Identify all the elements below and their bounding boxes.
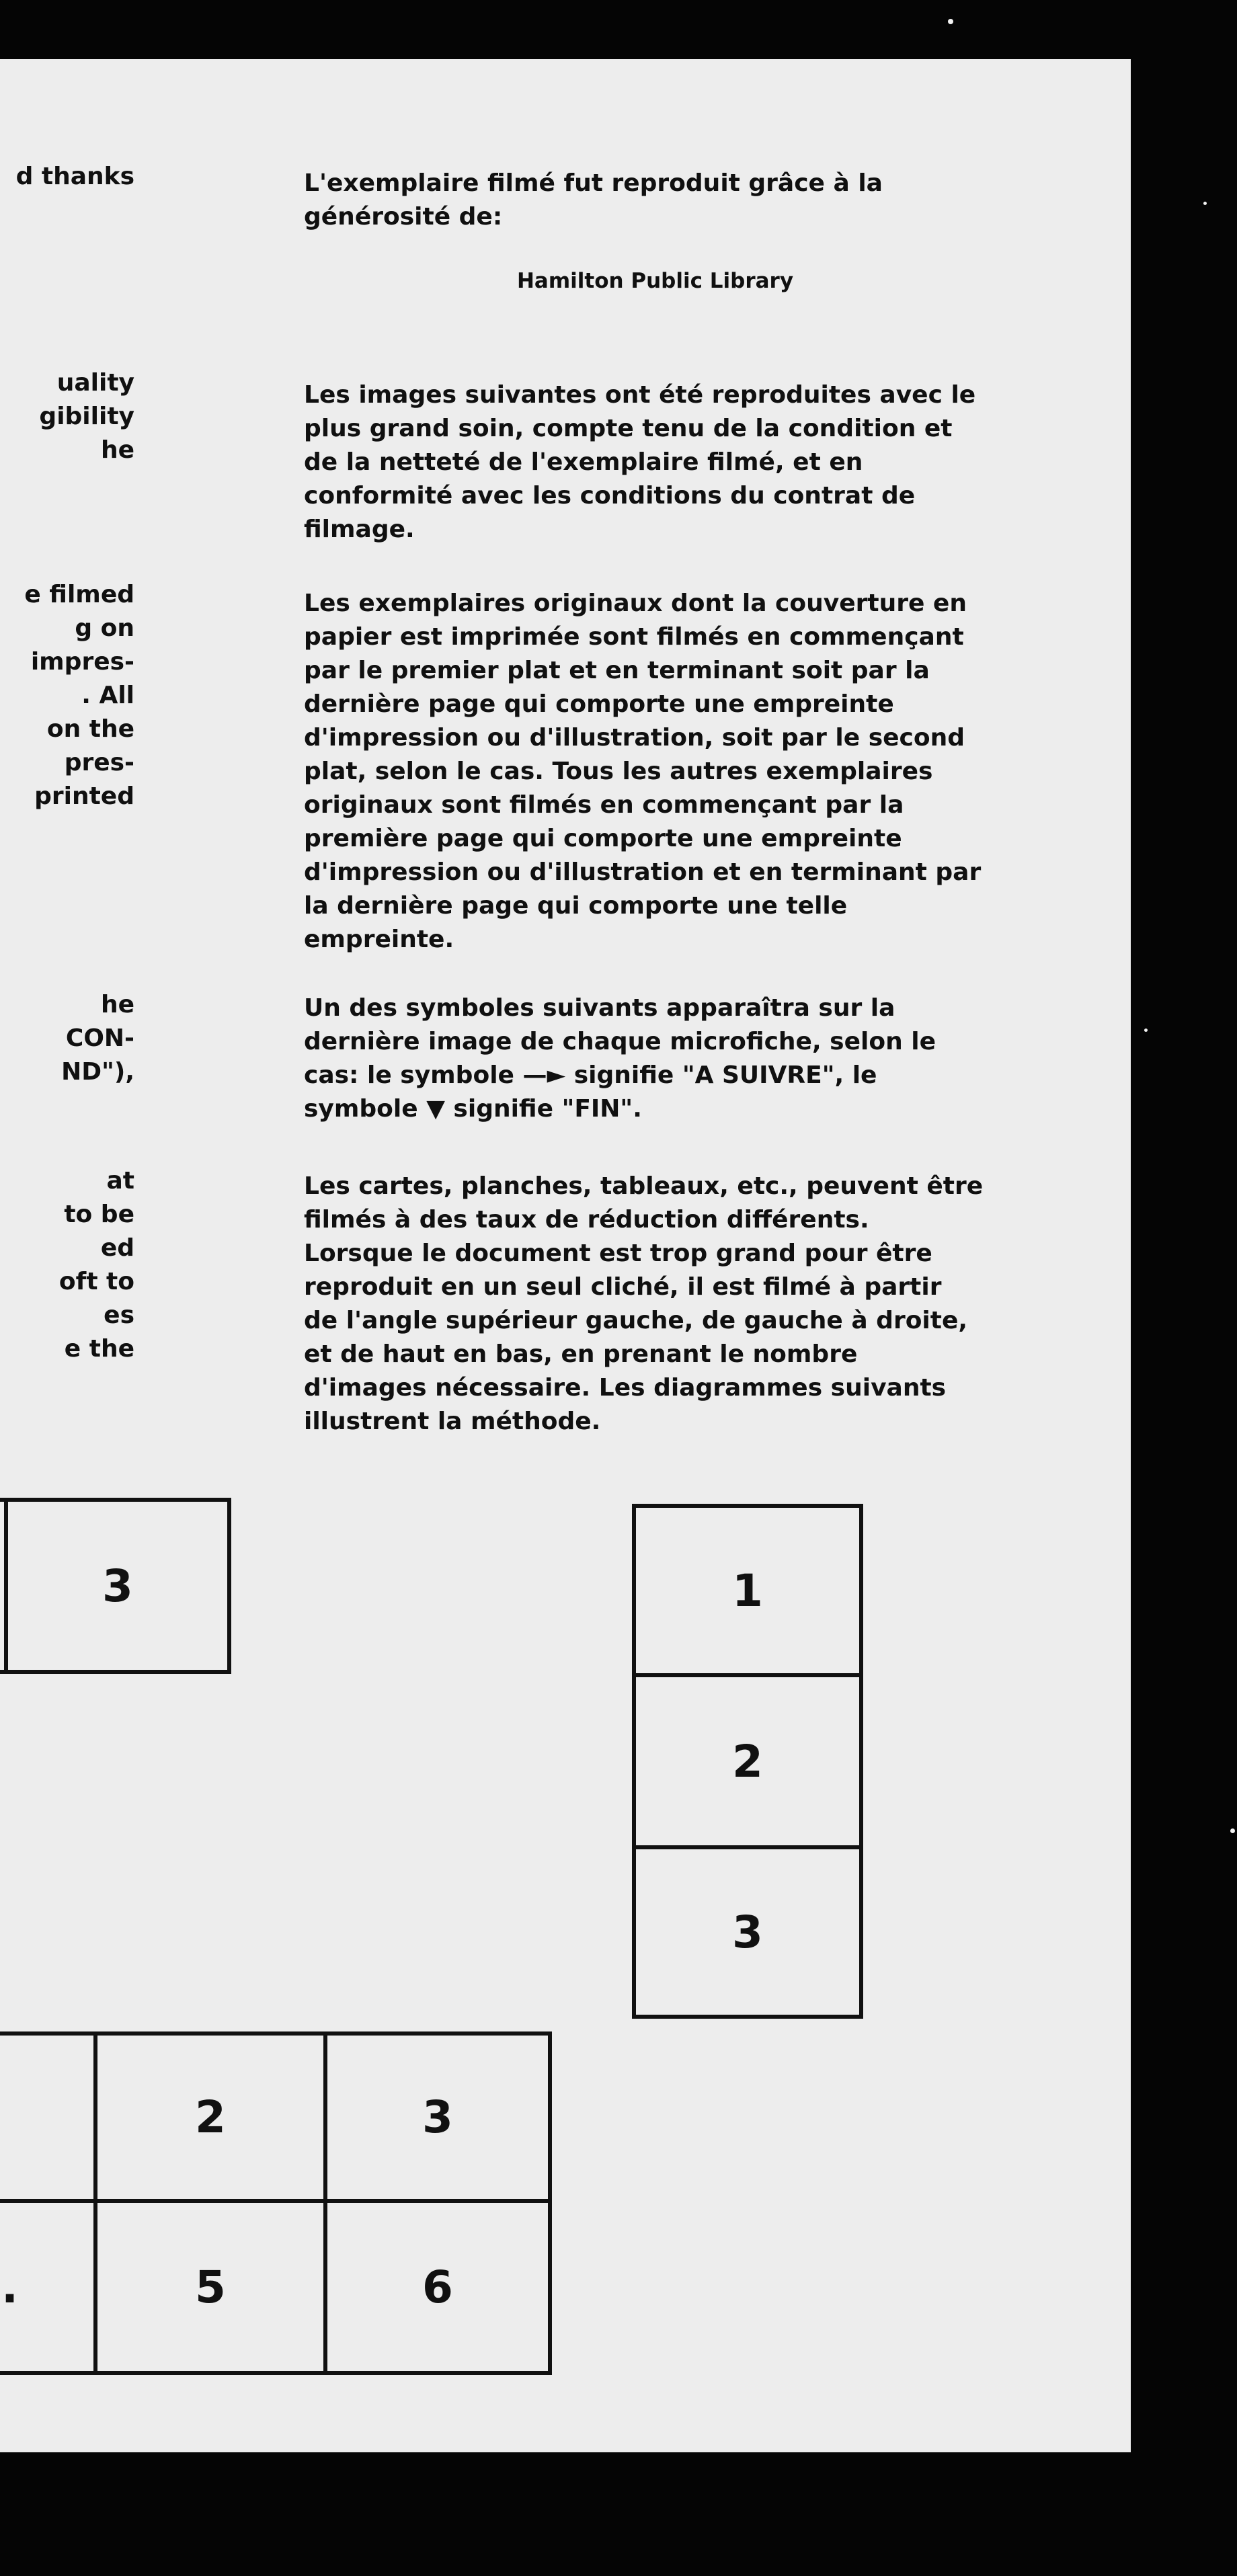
left-column-p5: at to be ed oft to es e the [58,1167,134,1363]
originals-paragraph: Les exemplaires originaux dont la couverture en papier est imprimée sont filmés en commençant par le premier plat et en terminant soit par la dernière page qui comporte une empreinte d'impression ou d'illustration, soit par le second plat, selon le cas. Tous les autres exemplaires originaux sont filmés en commençant par la première page qui comporte une empreinte d'impression ou d'illustration et en terminant par la dernière page qui comporte une telle empreinte. [304,590,982,953]
scan-speck [948,19,953,24]
diagram-grid-cell-3: 3 [323,2031,552,2203]
scan-speck [1203,202,1207,205]
scan-speck [1144,1029,1148,1032]
diagram-grid-cell-1 [0,2031,97,2203]
diagram-grid-cell-5: 5 [93,2199,327,2375]
diagram-grid-cell-2: 2 [93,2031,327,2203]
diagram-top-cell-3: 3 [4,1498,231,1674]
maps-paragraph: Les cartes, planches, tableaux, etc., peuvent être filmés à des taux de réduction différents. Lorsque le document est trop grand pour être reproduit en un seul cliché, il est filmé à partir de l'angle supérieur gauche, de gauche à droite, et de haut en bas, en prenant le nombre d'images nécessaire. Les diagrammes suivants illustrent la méthode. [304,1172,984,1435]
diagram-grid-cell-6: 6 [323,2199,552,2375]
library-name: Hamilton Public Library [516,269,794,293]
quality-paragraph: Les images suivantes ont été reproduites avec le plus grand soin, compte tenu de la condition et de la netteté de l'exemplaire filmé, et en conformité avec les conditions du contrat de filmage. [304,381,976,543]
left-column-p2: uality gibility he [39,369,134,464]
triangle-symbol-icon: ▼ [426,1095,445,1123]
symbols-paragraph: Un des symboles suivants apparaîtra sur la dernière image de chaque microfiche, selon le cas: le symbole —► signifie "A SUIVRE", le symbole ▼ signifie "FIN". [304,994,936,1123]
scan-speck [1230,1828,1235,1833]
diagram-vertical-cell-2: 2 [632,1673,863,1849]
intro-paragraph: L'exemplaire filmé fut reproduit grâce à la générosité de: [304,169,883,231]
arrow-symbol-icon: —► [522,1061,566,1089]
left-column-p1: d thanks [15,163,134,190]
diagram-vertical-cell-1: 1 [632,1504,863,1677]
diagram-grid-cell-4: . [0,2199,97,2375]
diagram-vertical-cell-3: 3 [632,1845,863,2019]
left-column-p4: he CON- ND"), [61,991,134,1086]
left-column-p3: e filmed g on impres- . All on the pres- printed [24,581,134,810]
